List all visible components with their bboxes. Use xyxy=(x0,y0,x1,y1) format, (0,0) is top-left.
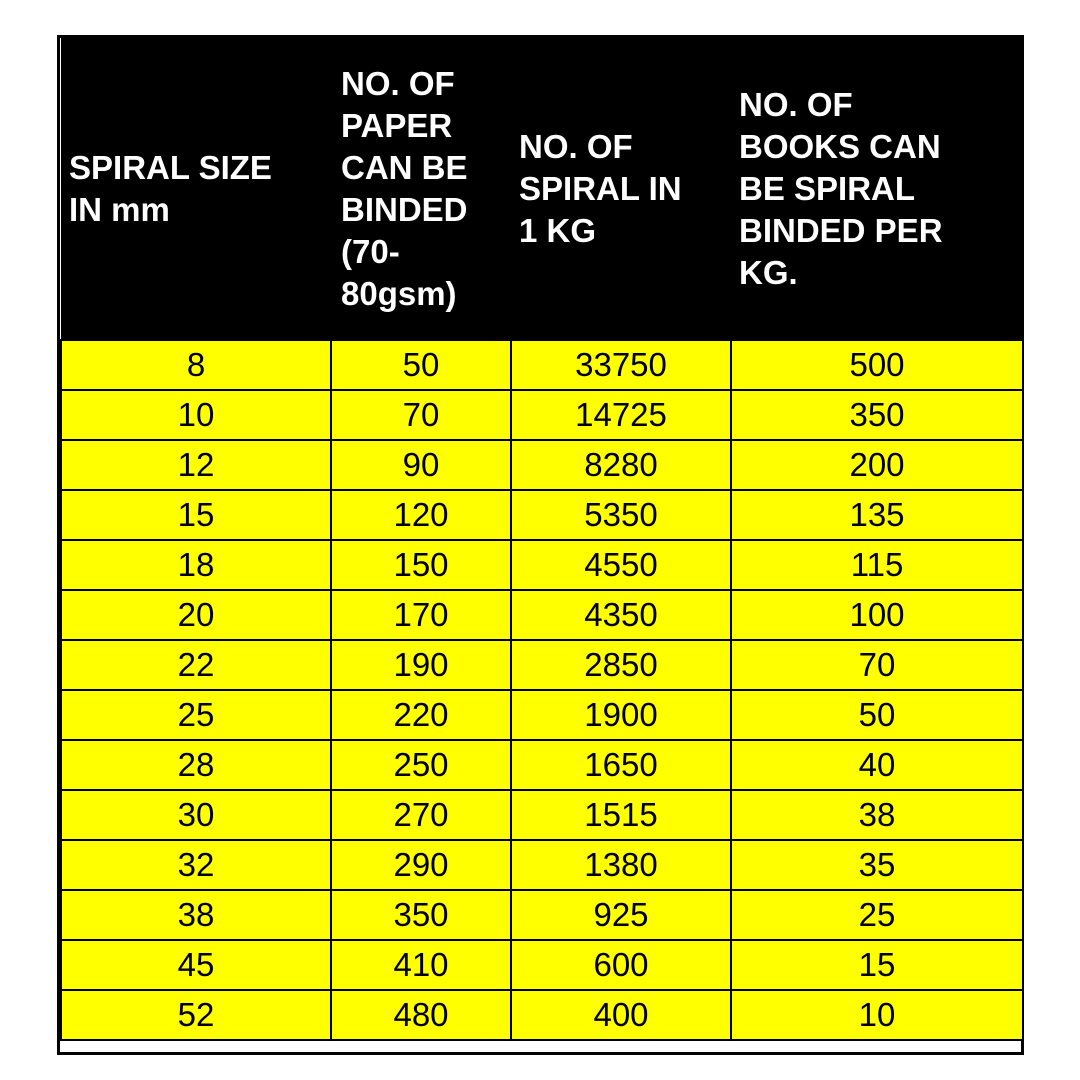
cell-spirals-per-kg: 1515 xyxy=(511,790,731,840)
cell-paper-count: 290 xyxy=(331,840,511,890)
table-header xyxy=(61,38,1023,340)
cell-books-per-kg: 115 xyxy=(731,540,1023,590)
cell-spirals-per-kg: 33750 xyxy=(511,340,731,390)
cell-books-per-kg: 500 xyxy=(731,340,1023,390)
header-spirals-per-kg: NO. OF SPIRAL IN 1 KG xyxy=(511,38,731,340)
cell-books-per-kg: 50 xyxy=(731,690,1023,740)
cell-paper-count: 90 xyxy=(331,440,511,490)
cell-spiral-size: 32 xyxy=(61,840,331,890)
cell-paper-count: 70 xyxy=(331,390,511,440)
cell-books-per-kg: 70 xyxy=(731,640,1023,690)
cell-books-per-kg: 350 xyxy=(731,390,1023,440)
table-row xyxy=(61,840,1023,890)
cell-books-per-kg: 15 xyxy=(731,940,1023,990)
cell-spirals-per-kg: 14725 xyxy=(511,390,731,440)
cell-paper-count: 220 xyxy=(331,690,511,740)
table-row xyxy=(61,640,1023,690)
cell-spirals-per-kg: 4350 xyxy=(511,590,731,640)
cell-paper-count: 170 xyxy=(331,590,511,640)
cell-paper-count: 120 xyxy=(331,490,511,540)
header-paper-count: NO. OF PAPER CAN BE BINDED (70- 80gsm) xyxy=(331,38,511,340)
cell-spiral-size: 28 xyxy=(61,740,331,790)
table-row xyxy=(61,440,1023,490)
cell-spiral-size: 38 xyxy=(61,890,331,940)
cell-spiral-size: 20 xyxy=(61,590,331,640)
cell-spirals-per-kg: 400 xyxy=(511,990,731,1040)
spiral-spec-table xyxy=(60,38,1024,1041)
cell-books-per-kg: 35 xyxy=(731,840,1023,890)
table-row xyxy=(61,340,1023,390)
cell-spiral-size: 45 xyxy=(61,940,331,990)
cell-paper-count: 50 xyxy=(331,340,511,390)
cell-spiral-size: 52 xyxy=(61,990,331,1040)
table-row xyxy=(61,790,1023,840)
table-row xyxy=(61,690,1023,740)
header-books-per-kg: NO. OF BOOKS CAN BE SPIRAL BINDED PER KG. xyxy=(731,38,1023,340)
cell-spirals-per-kg: 4550 xyxy=(511,540,731,590)
cell-spirals-per-kg: 1380 xyxy=(511,840,731,890)
cell-spirals-per-kg: 8280 xyxy=(511,440,731,490)
cell-spiral-size: 8 xyxy=(61,340,331,390)
table-row xyxy=(61,940,1023,990)
cell-books-per-kg: 38 xyxy=(731,790,1023,840)
cell-paper-count: 350 xyxy=(331,890,511,940)
cell-spiral-size: 30 xyxy=(61,790,331,840)
cell-books-per-kg: 100 xyxy=(731,590,1023,640)
cell-books-per-kg: 10 xyxy=(731,990,1023,1040)
table-row xyxy=(61,490,1023,540)
table-row xyxy=(61,590,1023,640)
cell-books-per-kg: 200 xyxy=(731,440,1023,490)
header-spiral-size: SPIRAL SIZE IN mm xyxy=(61,38,331,340)
table-row xyxy=(61,990,1023,1040)
cell-spirals-per-kg: 925 xyxy=(511,890,731,940)
cell-paper-count: 270 xyxy=(331,790,511,840)
cell-spirals-per-kg: 1650 xyxy=(511,740,731,790)
table-body xyxy=(61,340,1023,1040)
cell-spirals-per-kg: 1900 xyxy=(511,690,731,740)
cell-spirals-per-kg: 5350 xyxy=(511,490,731,540)
table-row xyxy=(61,390,1023,440)
cell-paper-count: 190 xyxy=(331,640,511,690)
cell-books-per-kg: 40 xyxy=(731,740,1023,790)
cell-spiral-size: 25 xyxy=(61,690,331,740)
table-row xyxy=(61,740,1023,790)
table-row xyxy=(61,890,1023,940)
cell-paper-count: 150 xyxy=(331,540,511,590)
cell-spiral-size: 15 xyxy=(61,490,331,540)
cell-paper-count: 250 xyxy=(331,740,511,790)
cell-books-per-kg: 25 xyxy=(731,890,1023,940)
table-row xyxy=(61,540,1023,590)
cell-spiral-size: 22 xyxy=(61,640,331,690)
cell-paper-count: 480 xyxy=(331,990,511,1040)
cell-books-per-kg: 135 xyxy=(731,490,1023,540)
cell-spiral-size: 12 xyxy=(61,440,331,490)
cell-paper-count: 410 xyxy=(331,940,511,990)
header-row xyxy=(61,38,1023,340)
cell-spiral-size: 10 xyxy=(61,390,331,440)
spiral-spec-sheet xyxy=(57,35,1024,1055)
cell-spiral-size: 18 xyxy=(61,540,331,590)
cell-spirals-per-kg: 2850 xyxy=(511,640,731,690)
cell-spirals-per-kg: 600 xyxy=(511,940,731,990)
